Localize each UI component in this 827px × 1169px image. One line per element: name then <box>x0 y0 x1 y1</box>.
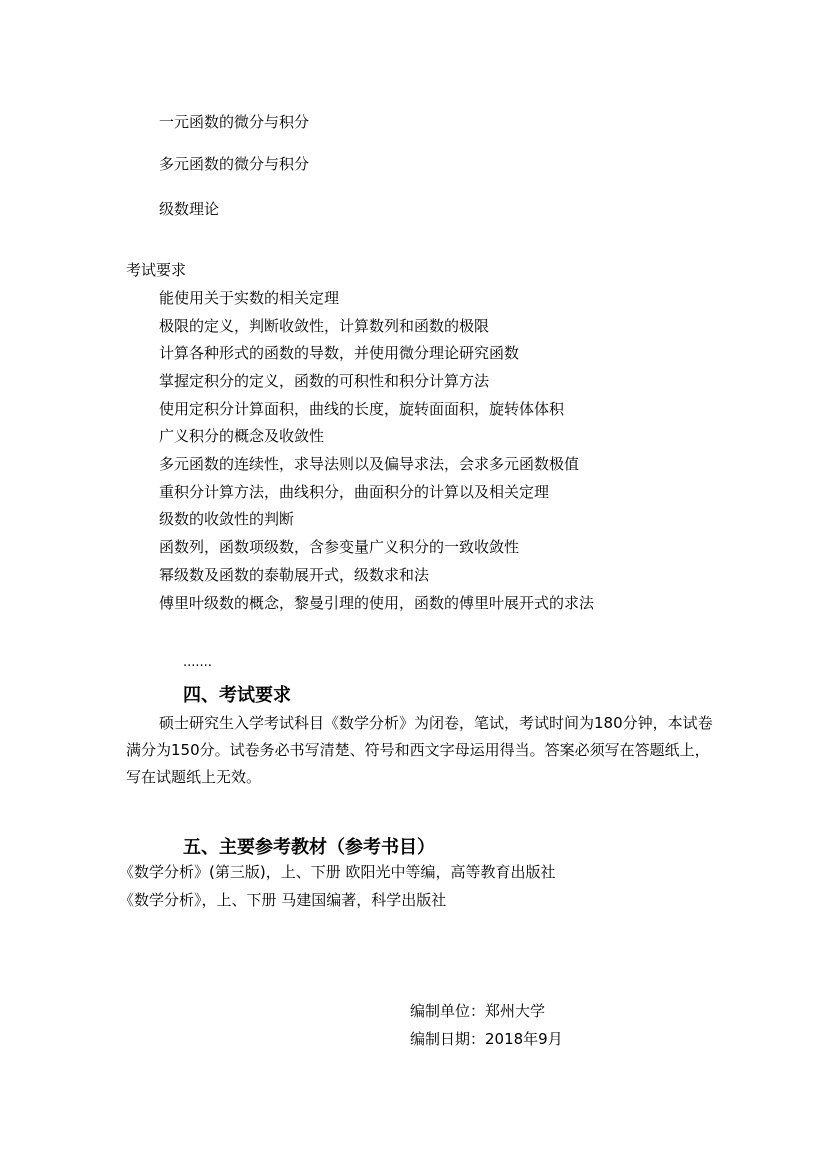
requirement-item: 计算各种形式的函数的导数，并使用微分理论研究函数 <box>159 344 520 362</box>
requirement-item: 多元函数的连续性，求导法则以及偏导求法，会求多元函数极值 <box>159 455 580 473</box>
requirement-item: 幂级数及函数的泰勒展开式，级数求和法 <box>159 566 430 584</box>
requirement-item: 掌握定积分的定义，函数的可积性和积分计算方法 <box>159 372 490 390</box>
requirement-item: 极限的定义，判断收敛性，计算数列和函数的极限 <box>159 317 490 335</box>
compiling-date: 编制日期：2018年9月 <box>410 1030 563 1048</box>
reference-book: 《数学分析》(第三版)，上、下册 欧阳光中等编，高等教育出版社 <box>119 863 556 881</box>
topic-single-variable-calculus: 一元函数的微分与积分 <box>159 113 310 131</box>
section-5-heading: 五、主要参考教材（参考书目） <box>183 837 435 858</box>
ellipsis: ....... <box>183 655 212 670</box>
requirement-item: 重积分计算方法，曲线积分，曲面积分的计算以及相关定理 <box>159 483 550 501</box>
requirement-item: 级数的收敛性的判断 <box>159 510 295 528</box>
requirement-item: 能使用关于实数的相关定理 <box>159 289 340 307</box>
topic-multivariable-calculus: 多元函数的微分与积分 <box>159 155 310 173</box>
requirement-item: 广义积分的概念及收敛性 <box>159 427 325 445</box>
section-4-heading: 四、考试要求 <box>183 685 291 706</box>
requirements-title: 考试要求 <box>126 261 187 279</box>
compiling-unit: 编制单位：郑州大学 <box>410 1002 546 1020</box>
section-4-body: 硕士研究生入学考试科目《数学分析》为闭卷，笔试，考试时间为180分钟，本试卷满分为150分。试卷务必书写清楚、符号和西文字母运用得当。答案必须写在答题纸上，写在试题纸上无效。 <box>126 714 713 786</box>
reference-book: 《数学分析》，上、下册 马建国编著，科学出版社 <box>119 891 447 909</box>
requirement-item: 函数列，函数项级数，含参变量广义积分的一致收敛性 <box>159 538 520 556</box>
requirement-item: 使用定积分计算面积，曲线的长度，旋转面面积，旋转体体积 <box>159 400 565 418</box>
topic-series-theory: 级数理论 <box>159 200 220 218</box>
requirement-item: 傅里叶级数的概念，黎曼引理的使用，函数的傅里叶展开式的求法 <box>159 594 595 612</box>
